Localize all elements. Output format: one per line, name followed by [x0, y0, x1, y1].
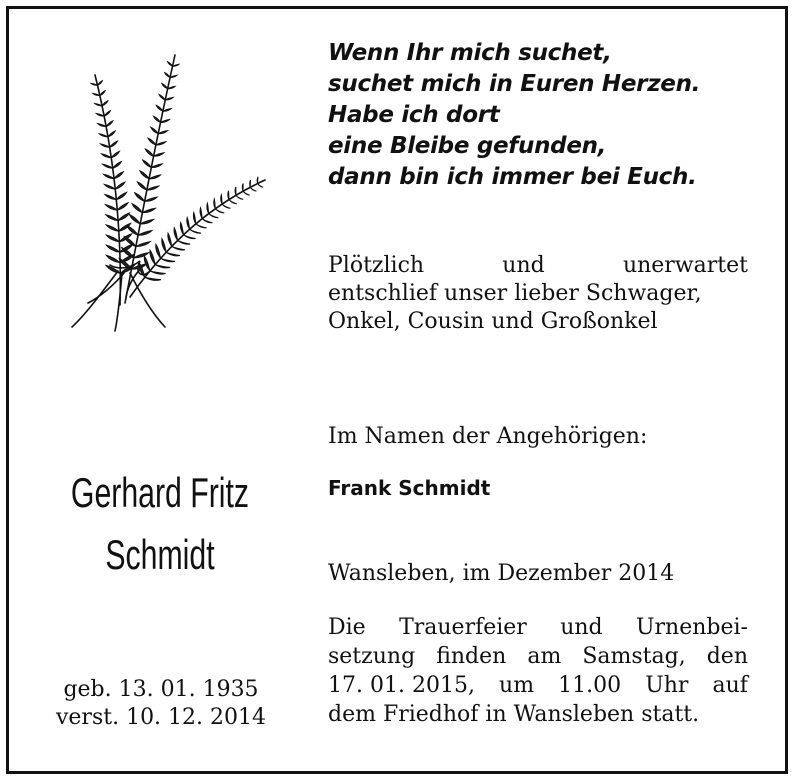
fern-leaflet [174, 228, 178, 241]
announcement-word: Plötzlich [328, 253, 425, 278]
funeral-word: Uhr [645, 673, 689, 698]
fern-leaflet [97, 81, 102, 86]
fern-leaflet [143, 160, 152, 168]
fern-leaflet [193, 213, 195, 224]
fern-leaflet [145, 149, 153, 156]
funeral-word: Samstag, [582, 644, 686, 669]
fern-leaflet [207, 203, 209, 213]
fern-leaflet [150, 250, 155, 264]
fern-leaflet [150, 271, 166, 274]
fern-leaflet [148, 138, 156, 145]
fern-leaflet [104, 184, 115, 189]
fern-leaflet [103, 164, 113, 168]
fern-leaflet [106, 255, 120, 263]
funeral-line [328, 642, 748, 671]
fern-leaflet [136, 242, 150, 247]
fern-leaflet [178, 240, 191, 244]
poem-verse [328, 38, 758, 193]
fern-leaflet [132, 204, 142, 213]
fern-leaflet [196, 224, 207, 228]
deceased-surname: Schmidt [105, 531, 215, 578]
fern-leaflet [159, 94, 165, 100]
fern-leaflet [102, 101, 108, 106]
fern-leaflet [111, 151, 119, 157]
fern-leaflet [215, 209, 224, 213]
fern-leaflet [114, 172, 123, 179]
fern-leaflet [221, 195, 222, 204]
life-dates [30, 676, 292, 732]
fern-leaflet [228, 191, 229, 200]
poem-line: eine Bleibe gefunden, [328, 133, 607, 159]
announcement-word: unerwartet [622, 253, 748, 278]
poem-line: suchet mich in Euren Herzen. [328, 71, 701, 97]
fern-leaflet [162, 239, 166, 253]
fern-leaflet [115, 182, 125, 189]
funeral-word: den [706, 644, 748, 669]
funeral-word: und [560, 615, 603, 640]
fern-leaflet [140, 219, 153, 224]
fern-leaflet [129, 215, 140, 224]
fern-leaflet [145, 197, 157, 201]
fern-leaflet [102, 154, 112, 158]
fern-leaflet [202, 219, 212, 223]
fern-leaflet [135, 193, 145, 202]
death-announcement [328, 252, 748, 336]
fern-leaflet [190, 229, 201, 233]
funeral-word: setzung [328, 644, 416, 669]
poem-line: dann bin ich immer bei Euch. [328, 164, 697, 190]
fern-leaflet [166, 252, 180, 256]
fern-leaflet [117, 203, 128, 210]
fern-leaflet [103, 174, 114, 178]
fern-leaflet [155, 265, 170, 268]
fern-leaflet [98, 124, 106, 127]
funeral-word: Urnenbei- [636, 615, 748, 640]
poem-line: Wenn Ihr mich suchet, [328, 40, 612, 66]
fern-leaflet [147, 186, 159, 190]
mourners-intro: Im Namen der Angehörigen: [328, 424, 648, 449]
announcement-line: Onkel, Cousin und Großonkel [328, 309, 658, 334]
fern-leaflet [156, 244, 161, 258]
fern-bouquet-icon [60, 35, 280, 335]
fern-leaflet [187, 217, 190, 229]
fern-leaflet [127, 226, 138, 236]
fern-leaflet [236, 195, 243, 199]
fern-leaflet [144, 256, 150, 271]
fern-leaflet [110, 141, 118, 147]
fern-leaflet [165, 73, 170, 78]
fern-leaflet [172, 246, 185, 250]
fern-leaflet [180, 223, 183, 235]
fern-leaflet [99, 134, 108, 137]
fern-leaflet [149, 175, 160, 179]
fern-leaflet [137, 182, 147, 190]
funeral-word: dem Friedhof in Wansleben statt. [328, 702, 700, 727]
funeral-info [328, 613, 748, 729]
fern-leaflet [145, 277, 161, 280]
fern-leaflet [106, 225, 119, 231]
fern-leaflet [138, 230, 152, 235]
poem-line: Habe ich dort [328, 102, 500, 128]
death-date: verst. 10. 12. 2014 [55, 705, 267, 730]
fern-leaflet [200, 208, 202, 219]
funeral-word: um [499, 673, 535, 698]
funeral-word: auf [712, 673, 748, 698]
announcement-line: entschlief unser lieber Schwager, [328, 281, 702, 306]
fern-leaflet [257, 177, 258, 184]
fern-leaflet [113, 162, 122, 169]
fern-leaflet [258, 184, 264, 188]
fern-leaflet [242, 183, 243, 191]
fern-leaflet [104, 111, 110, 116]
fern-leaflet [209, 214, 219, 218]
funeral-line [328, 671, 748, 700]
funeral-word: Trauerfeier [399, 615, 527, 640]
fern-leaflet [140, 171, 149, 179]
fern-leaflet [106, 215, 118, 221]
place-date: Wansleben, im Dezember 2014 [328, 561, 675, 586]
fern-leaflet [250, 187, 256, 191]
fern-leaflet [151, 164, 162, 168]
birth-date: geb. 13. 01. 1935 [63, 677, 259, 702]
signer-name: Frank Schmidt [328, 476, 491, 500]
funeral-line [328, 700, 748, 729]
fern-leaflet [100, 144, 109, 148]
fern-leaflet [168, 233, 172, 246]
fern-leaflet [214, 199, 216, 209]
fern-leaflet [118, 213, 129, 221]
deceased-name [66, 462, 253, 586]
funeral-word: Die [328, 615, 366, 640]
fern-leaflet [105, 194, 116, 199]
fern-leaflet [184, 235, 196, 239]
fern-leaflet [134, 253, 149, 258]
fern-leaflet [106, 235, 119, 242]
fern-leaflet [229, 200, 237, 204]
funeral-word: 11.00 [558, 673, 622, 698]
fern-leaflet [106, 245, 120, 252]
fern-leaflet [162, 84, 168, 89]
fern-leaflet [222, 204, 230, 208]
fern-leaflet [250, 180, 251, 187]
funeral-word: finden [436, 644, 507, 669]
fern-leaflet [168, 62, 173, 66]
fern-leaflet [142, 208, 155, 212]
fern-leaflet [153, 116, 160, 122]
fern-leaflet [151, 127, 158, 134]
fern-leaflet [154, 153, 164, 156]
announcement-word: und [502, 253, 545, 278]
announcement-line [328, 252, 748, 280]
fern-leaflet [235, 187, 236, 195]
fern-leaflet [156, 105, 163, 111]
fern-leaflet [243, 191, 250, 195]
fern-leaflet [161, 258, 175, 261]
deceased-first-names: Gerhard Fritz [70, 469, 250, 516]
fern-leaflet [116, 192, 126, 199]
fern-leaflet [105, 205, 117, 211]
funeral-word: am [527, 644, 562, 669]
funeral-word: 17. 01. 2015, [328, 673, 475, 698]
fern-leaflet [108, 131, 115, 137]
fern-leaflet [100, 91, 105, 96]
fern-leaflet [106, 121, 113, 127]
funeral-line [328, 613, 748, 642]
